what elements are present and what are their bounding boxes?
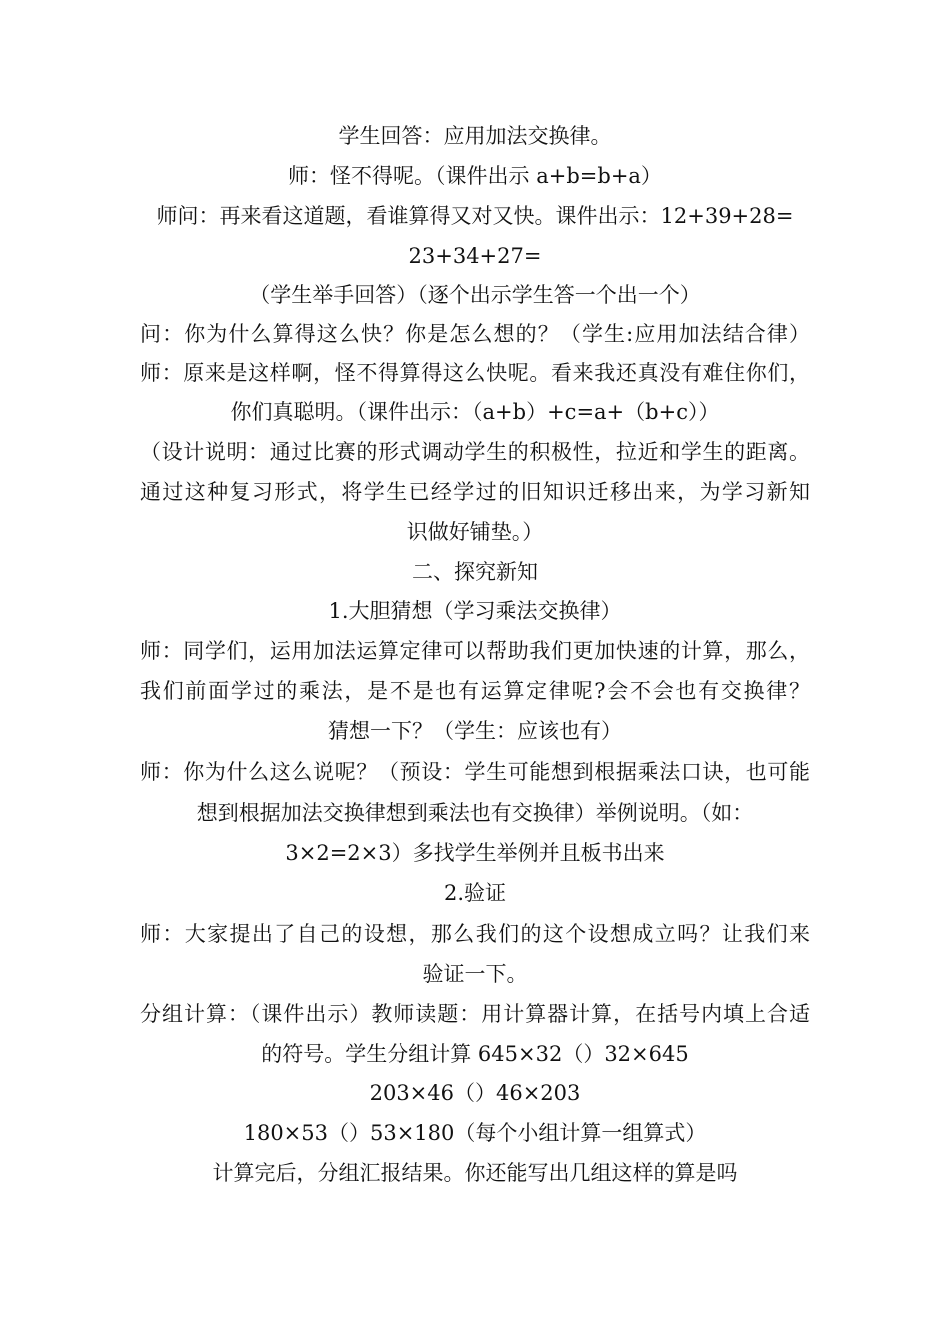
text-line-calc-2: 203×46（）46×203 [369,1081,581,1105]
text-line-teacher-commutative: 师：怪不得呢。（课件出示 a+b=b+a） [288,164,662,188]
text-line-design-note-1: （设计说明：通过比赛的形式调动学生的积极性，拉近和学生的距离。 [140,440,810,464]
text-line-equation: 23+34+27= [408,244,542,268]
text-line-calc-3: 180×53（）53×180（每个小组计算一组算式） [243,1121,707,1145]
text-line-student-answer: 学生回答：应用加法交换律。 [338,124,612,148]
text-line-design-note-2: 通过这种复习形式，将学生已经学过的旧知识迁移出来，为学习新知 [140,480,810,504]
subheading-verify: 2.验证 [443,881,507,905]
text-line-guess-answer: 猜想一下？（学生：应该也有） [328,719,622,743]
text-line-report: 计算完后，分组汇报结果。你还能写出几组这样的算是吗 [212,1161,738,1185]
text-line-board-example: 3×2=2×3）多找学生举例并且板书出来 [285,841,665,865]
section-heading-explore: 二、探究新知 [412,560,538,584]
text-line-associative-law: 你们真聪明。（课件出示：（a+b）+c=a+（b+c）） [230,400,720,424]
text-line-why-say: 师：你为什么这么说呢？（预设：学生可能想到根据乘法口诀，也可能 [140,760,810,784]
text-line-calc-1: 的符号。学生分组计算 645×32（）32×645 [261,1042,689,1066]
text-line-teacher-students: 师：同学们，运用加法运算定律可以帮助我们更加快速的计算，那么， [140,639,810,663]
text-line-verify: 验证一下。 [422,962,528,986]
text-line-why-fast: 问：你为什么算得这么快？你是怎么想的？（学生:应用加法结合律） [140,322,810,346]
text-line-hypothesis: 师：大家提出了自己的设想，那么我们的这个设想成立吗？让我们来 [140,922,810,946]
subheading-guess: 1.大胆猜想（学习乘法交换律） [328,599,622,623]
text-line-teacher-praise: 师：原来是这样啊，怪不得算得这么快呢。看来我还真没有难住你们， [140,361,810,385]
text-line-multiplication-law: 我们前面学过的乘法，是不是也有运算定律呢?会不会也有交换律？ [140,679,810,703]
text-line-example: 想到根据加法交换律想到乘法也有交换律）举例说明。（如： [196,801,754,825]
text-line-design-note-3: 识做好铺垫。） [406,520,544,544]
text-line-teacher-question: 师问：再来看这道题，看谁算得又对又快。课件出示：12+39+28= [156,204,794,228]
text-line-group-calc: 分组计算：（课件出示）教师读题：用计算器计算，在括号内填上合适 [140,1002,810,1026]
text-line-students-raise-hands: （学生举手回答）（逐个出示学生答一个出一个） [249,283,701,307]
